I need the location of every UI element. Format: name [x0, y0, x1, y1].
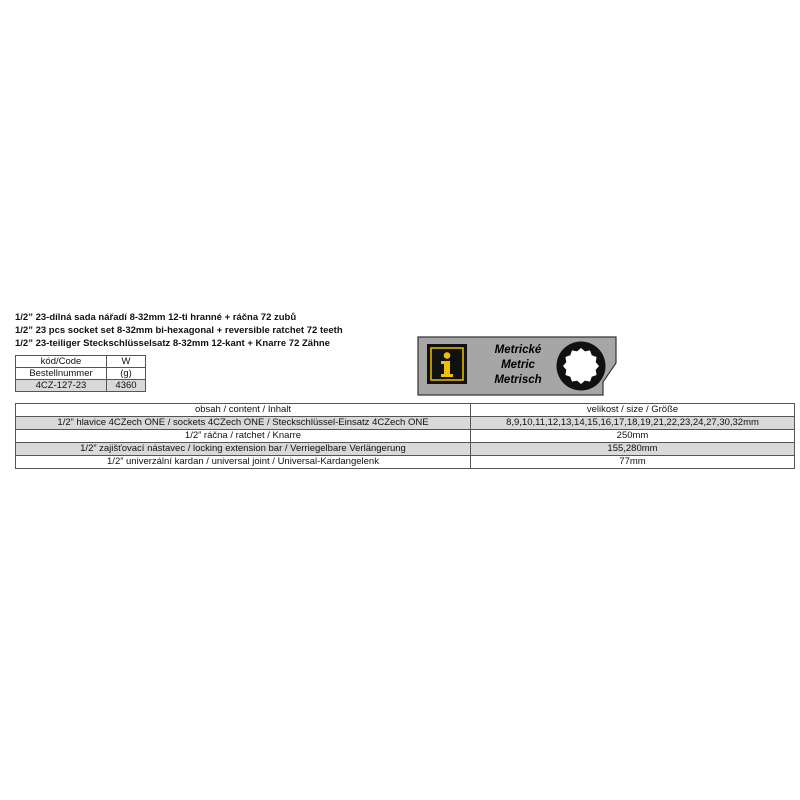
item-description: 1/2” ráčna / ratchet / Knarre	[16, 430, 471, 443]
code-header-line1: kód/Code	[16, 356, 107, 368]
size-header: velikost / size / Größe	[471, 404, 795, 417]
item-size: 250mm	[471, 430, 795, 443]
metric-label-english: Metric	[501, 359, 535, 371]
contents-table	[15, 403, 795, 469]
twelve-point-socket-icon	[555, 340, 607, 392]
title-czech: 1/2” 23-dílná sada nářadí 8-32mm 12-ti hranné + ráčna 72 zubů	[15, 312, 297, 323]
metric-badge	[417, 336, 617, 396]
weight-value: 4360	[107, 380, 146, 392]
item-size: 155,280mm	[471, 443, 795, 456]
code-header-line2: Bestellnummer	[16, 368, 107, 380]
table-row	[16, 456, 795, 469]
weight-header-line1: W	[107, 356, 146, 368]
item-description: 1/2” hlavice 4CZech ONE / sockets 4CZech ONE / Steckschlüssel-Einsatz 4CZech ONE	[16, 417, 471, 430]
contents-header: obsah / content / Inhalt	[16, 404, 471, 417]
table-row	[16, 380, 146, 392]
table-row	[16, 430, 795, 443]
info-icon	[427, 344, 467, 384]
weight-header-line2: (g)	[107, 368, 146, 380]
title-english: 1/2” 23 pcs socket set 8-32mm bi-hexagonal + reversible ratchet 72 teeth	[15, 325, 343, 336]
table-header-row	[16, 404, 795, 417]
table-row	[16, 417, 795, 430]
item-description: 1/2” univerzální kardan / universal joint / Universal-Kardangelenk	[16, 456, 471, 469]
title-german: 1/2” 23-teiliger Steckschlüsselsatz 8-32mm 12-kant + Knarre 72 Zähne	[15, 338, 330, 349]
product-titles	[15, 311, 343, 350]
item-size: 77mm	[471, 456, 795, 469]
metric-label-german: Metrisch	[494, 374, 542, 386]
order-code-table	[15, 355, 146, 392]
metric-label-czech: Metrické	[494, 344, 542, 356]
item-description: 1/2” zajišťovací nástavec / locking extension bar / Verriegelbare Verlängerung	[16, 443, 471, 456]
table-row	[16, 443, 795, 456]
metric-label	[483, 343, 553, 388]
item-size: 8,9,10,11,12,13,14,15,16,17,18,19,21,22,23,24,27,30,32mm	[471, 417, 795, 430]
order-code: 4CZ-127-23	[16, 380, 107, 392]
